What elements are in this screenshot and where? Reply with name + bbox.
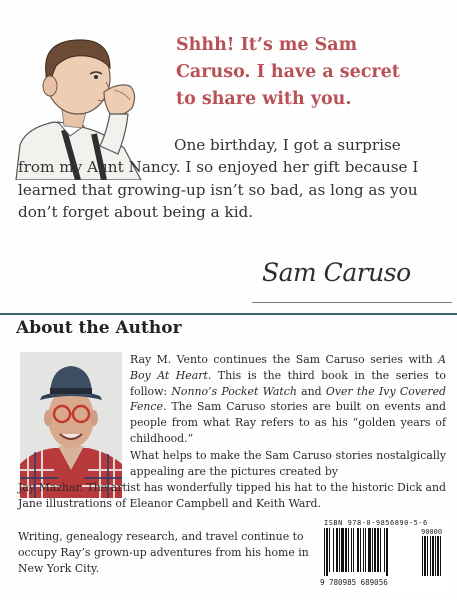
barcode-bar: [324, 528, 325, 576]
barcode-addon-bar: [435, 536, 436, 576]
barcode-bar: [336, 528, 338, 572]
bio-paragraph-3: Writing, genealogy research, and travel continue to occupy Ray’s grown-up adventures from his home in New York City.: [18, 530, 309, 575]
hook-text: [176, 32, 448, 113]
barcode-addon-bar: [424, 536, 426, 576]
signature: Sam Caruso: [262, 258, 411, 287]
section-divider: [0, 313, 457, 315]
hook-line-3: to share with you.: [176, 89, 352, 109]
barcode-bar: [374, 528, 376, 572]
hook-line-1: Shhh! It’s me Sam: [176, 35, 358, 55]
barcode-bar: [380, 528, 381, 572]
about-title: About the Author: [16, 318, 182, 338]
barcode-bar: [372, 528, 373, 572]
hook-line-2: Caruso. I have a secret: [176, 62, 400, 82]
signature-line: [252, 302, 452, 303]
barcode-bar: [326, 528, 328, 576]
barcode-bar: [351, 528, 352, 572]
barcode-bar: [339, 528, 340, 572]
bio-paragraph-1: Ray M. Vento continues the Sam Caruso series with A Boy At Heart. This is the third book in the series to follow: Nonno’s Pocket Watch and Over the Ivy Covered Fence. The Sam Caruso stories are built on events and people from what Ray refers to as his “golden years of childhood.”: [130, 353, 446, 445]
author-photo: [20, 352, 122, 498]
price-code: 90000: [421, 528, 443, 536]
barcode-bar: [357, 528, 359, 572]
barcode-number: 9 780985 689056: [320, 578, 388, 587]
barcode-addon-bar: [432, 536, 434, 576]
bio-paragraph-2-start: What helps to make the Sam Caruso stories nostalgically appealing are the pictures created by: [130, 449, 446, 478]
barcode-bar: [377, 528, 379, 572]
barcode-bar: [384, 528, 385, 572]
barcode-bar: [333, 528, 334, 572]
barcode-bar: [341, 528, 344, 572]
barcode-bar: [353, 528, 354, 572]
barcode-bar: [386, 528, 388, 576]
barcode-addon-bar: [440, 536, 441, 576]
bio-paragraph-2-rest: Jay Mazhar. The artist has wonderfully tipped his hat to the historic Dick and Jane illustrations of Eleanor Campbell and Keith Ward.: [18, 481, 446, 510]
barcode-bar: [360, 528, 361, 572]
story-first-line: One birthday, I got a surprise: [174, 136, 401, 154]
isbn-text: ISBN 978-0-9856890-5-6: [324, 519, 428, 527]
barcode-bar: [345, 528, 347, 572]
barcode-addon-bar: [427, 536, 428, 576]
barcode-bar: [365, 528, 366, 572]
barcode-bar: [368, 528, 371, 572]
barcode-addon-bar: [437, 536, 439, 576]
story-text: from my Aunt Nancy. I so enjoyed her gift because I learned that growing-up isn’t so bad, as long as you don’t forget about being a kid.: [18, 158, 419, 221]
barcode-bar: [329, 528, 330, 572]
barcode-addon-bar: [430, 536, 431, 576]
barcode-bar: [363, 528, 364, 572]
barcode-addon-bar: [422, 536, 423, 576]
barcode-bar: [348, 528, 349, 572]
